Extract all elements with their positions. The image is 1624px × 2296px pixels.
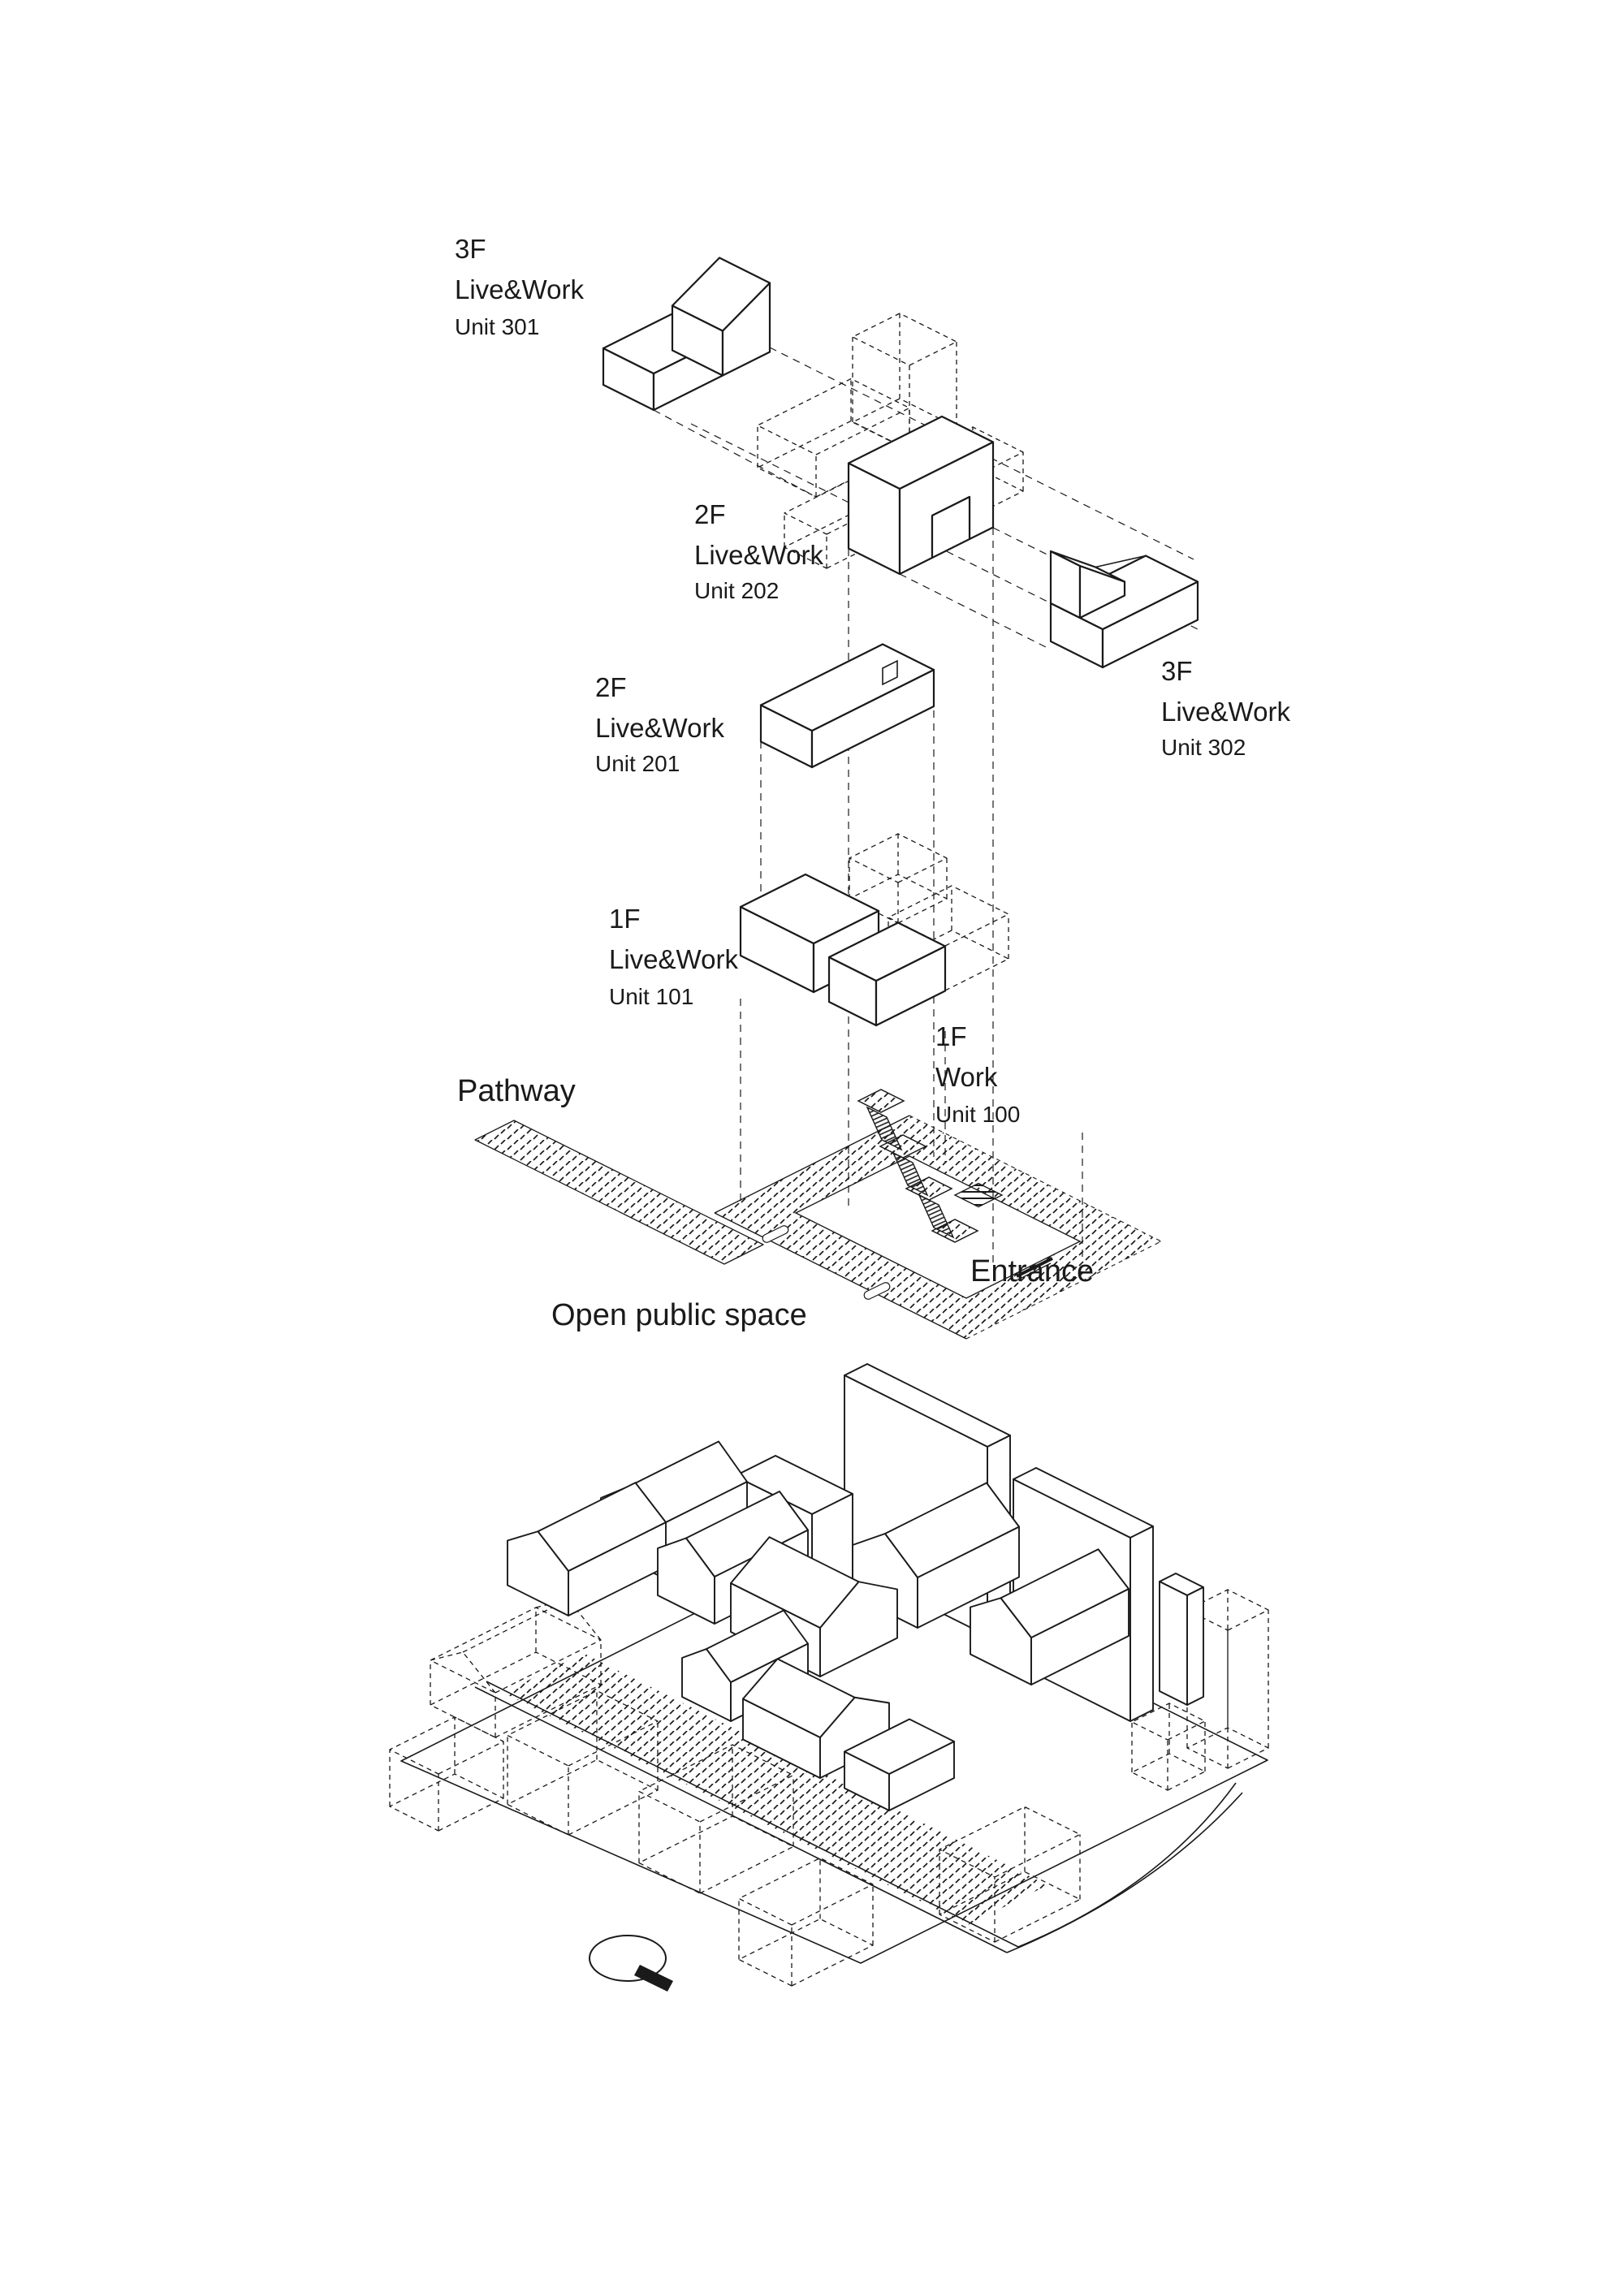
unit-302-number: Unit 302: [1161, 735, 1246, 760]
unit-201-use: Live&Work: [595, 713, 724, 743]
unit-202-number: Unit 202: [694, 578, 780, 603]
unit-201-floor: 2F: [595, 672, 627, 702]
unit-302-use: Live&Work: [1161, 697, 1290, 727]
unit-202-volume: [849, 416, 993, 574]
unit-301-label: [455, 234, 584, 339]
unit-301-use: Live&Work: [455, 274, 584, 304]
unit-201-label: [595, 672, 724, 776]
unit-101-use: Live&Work: [609, 944, 738, 974]
unit-302-label: [1161, 656, 1290, 760]
unit-100-use: Work: [935, 1062, 998, 1092]
unit-301-volume: [603, 258, 770, 411]
unit-101-number: Unit 101: [609, 984, 694, 1009]
entrance-label: Entrance: [970, 1254, 1095, 1288]
gable-house: [508, 1482, 666, 1616]
unit-101-floor: 1F: [609, 904, 641, 934]
unit-201-volume: [761, 645, 934, 768]
unit-302-floor: 3F: [1161, 656, 1193, 686]
unit-201-number: Unit 201: [595, 751, 680, 776]
unit-100-label: [935, 1021, 1020, 1127]
unit-202-label: [694, 499, 823, 603]
pathway-label: Pathway: [457, 1074, 576, 1108]
open-public-space-label: Open public space: [551, 1298, 807, 1332]
unit-202-floor: 2F: [694, 499, 726, 529]
unit-301-number: Unit 301: [455, 314, 540, 339]
unit-100-floor: 1F: [935, 1021, 967, 1051]
unit-101-label: [609, 904, 738, 1009]
slab-building-far-right: [1160, 1573, 1203, 1705]
exploded-axonometric: [455, 234, 1290, 1339]
site-axonometric: [390, 1364, 1268, 1992]
unit-202-use: Live&Work: [694, 540, 823, 570]
unit-100-number: Unit 100: [935, 1102, 1021, 1127]
unit-301-floor: 3F: [455, 234, 486, 264]
unit-302-volume: [1051, 551, 1198, 667]
unit-101-volume: [741, 874, 945, 1025]
north-arrow-icon: [590, 1936, 673, 1992]
